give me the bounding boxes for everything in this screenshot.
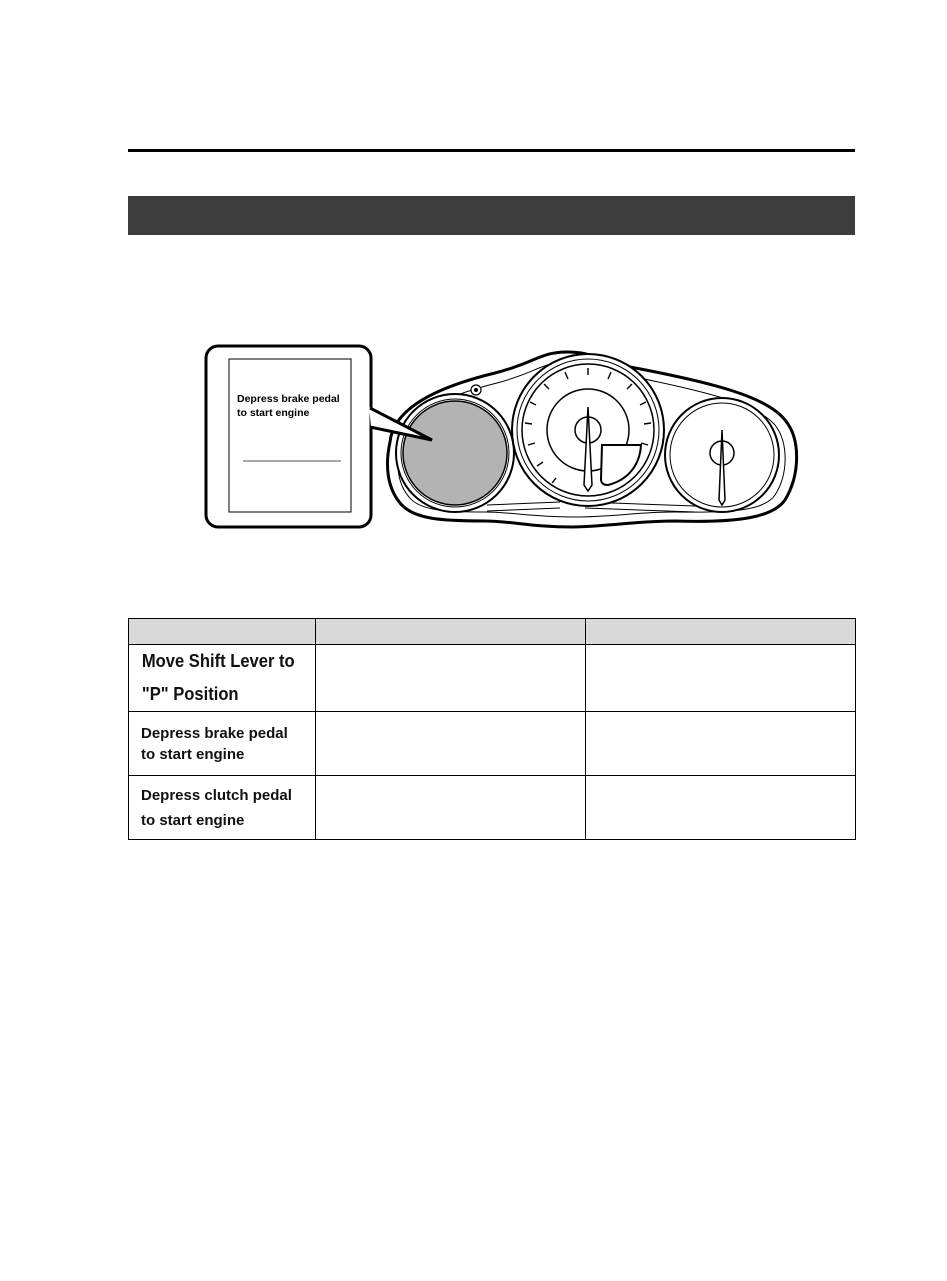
table-cell <box>586 776 856 840</box>
table-row <box>129 776 856 840</box>
table-row <box>129 712 856 776</box>
message-table <box>128 618 856 840</box>
table-cell <box>586 712 856 776</box>
table-cell <box>586 645 856 712</box>
table-header-cell <box>129 619 316 645</box>
message-cell <box>129 645 316 712</box>
message-text: Depress clutch pedal to start engine <box>141 786 292 829</box>
message-cell <box>129 712 316 776</box>
multi-info-display <box>403 401 507 505</box>
table-header-cell <box>586 619 856 645</box>
callout-display-text: Depress brake pedal to start engine <box>237 393 340 419</box>
table-cell <box>316 712 586 776</box>
instrument-cluster-illustration <box>195 335 805 535</box>
message-cell <box>129 776 316 840</box>
table-cell <box>316 645 586 712</box>
table-cell <box>316 776 586 840</box>
message-text: Depress brake pedal to start engine <box>141 724 288 763</box>
table-row <box>129 645 856 712</box>
table-header-cell <box>316 619 586 645</box>
top-rule <box>128 149 855 152</box>
message-text: Move Shift Lever to "P" Position <box>141 651 295 704</box>
section-header-bar <box>128 196 855 235</box>
table-header-row <box>129 619 856 645</box>
